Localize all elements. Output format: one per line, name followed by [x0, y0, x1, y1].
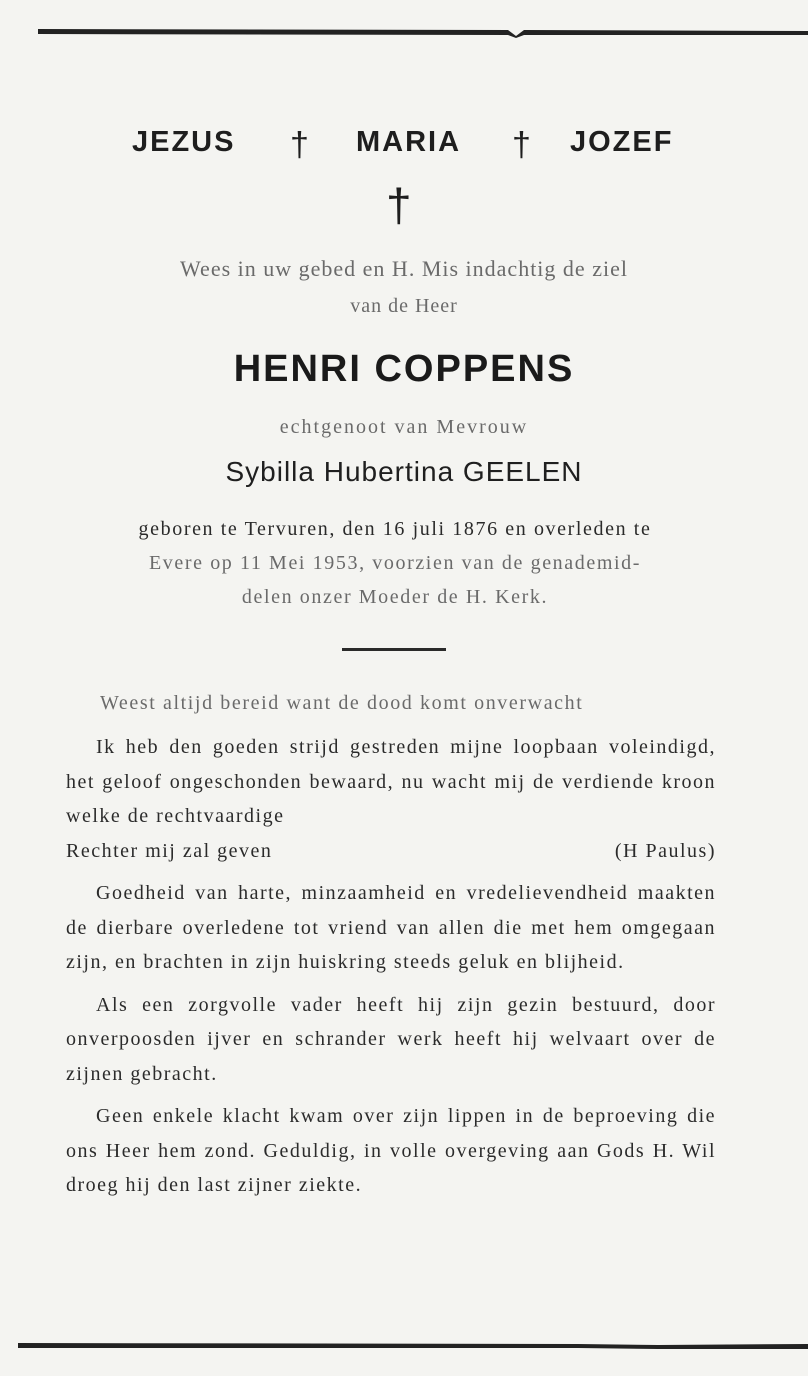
intro-line-2: van de Heer — [350, 295, 458, 317]
cross-icon: † — [512, 126, 531, 164]
quote-attribution: (H Paulus) — [614, 839, 716, 862]
top-border-rule — [38, 26, 808, 38]
header-word-maria: MARIA — [356, 126, 462, 158]
paragraph-1-closing — [66, 834, 716, 869]
section-divider — [342, 648, 446, 651]
large-cross-icon: † — [386, 179, 412, 231]
birth-death-line-3: delen onzer Moeder de H. Kerk. — [241, 586, 549, 608]
relation-line: echtgenoot van Mevrouw — [279, 416, 529, 438]
birth-death-line-1: geboren te Tervuren, den 16 juli 1876 en overleden te — [138, 518, 652, 540]
memorial-text — [66, 730, 716, 1203]
bottom-border-rule — [18, 1340, 808, 1352]
paragraph-3: Als een zorgvolle vader heeft hij zijn gezin bestuurd, door onverpoosden ijver en schrander werk heeft hij welvaart over de zijnen gebracht. — [66, 993, 716, 1085]
paragraph-1: Ik heb den goeden strijd gestreden mijne loopbaan voleindigd, het geloof ongeschonden bewaard, nu wacht mij de verdiende kroon welke de rechtvaardige — [66, 736, 716, 827]
paragraph-1-last-line: Rechter mij zal geven — [66, 839, 273, 862]
spouse-name: Sybilla Hubertina GEELEN — [225, 456, 583, 487]
paragraph-2: Goedheid van harte, minzaamheid en vredelievendheid maakten de dierbare overledene tot vriend van allen die met hem omgegaan zijn, en brachten in zijn huiskring steeds geluk en blijheid. — [66, 882, 716, 973]
motto: Weest altijd bereid want de dood komt onverwacht — [100, 692, 584, 714]
paragraph-4: Geen enkele klacht kwam over zijn lippen in de beproeving die ons Heer hem zond. Geduldig, in volle overgeving aan Gods H. Wil droeg hij den last zijner ziekte. — [66, 1105, 716, 1196]
header-word-jozef: JOZEF — [570, 126, 674, 158]
header-word-jezus: JEZUS — [132, 126, 236, 158]
cross-icon: † — [290, 126, 309, 164]
deceased-name: HENRI COPPENS — [233, 348, 575, 390]
birth-death-line-2: Evere op 11 Mei 1953, voorzien van de genademid- — [148, 552, 642, 574]
intro-line-1: Wees in uw gebed en H. Mis indachtig de ziel — [180, 256, 628, 281]
